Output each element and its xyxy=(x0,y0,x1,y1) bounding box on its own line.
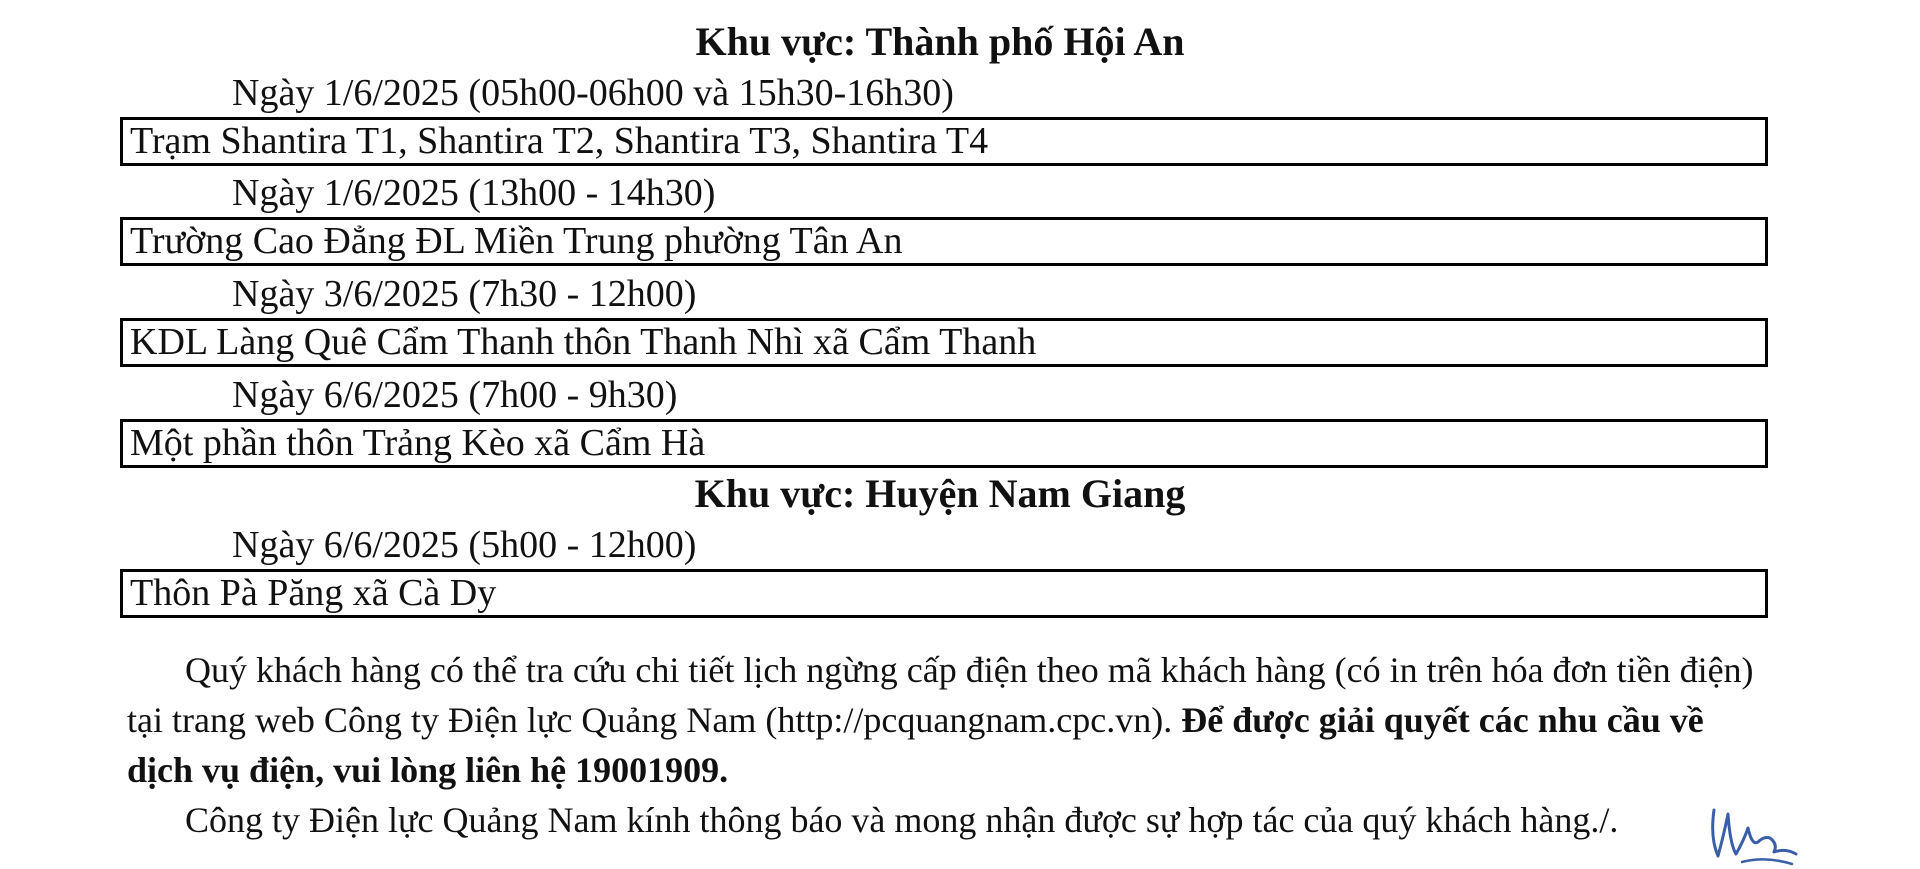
schedule-location: Trường Cao Đẳng ĐL Miền Trung phường Tân An xyxy=(120,217,1768,266)
schedule-date: Ngày 1/6/2025 (05h00-06h00 và 15h30-16h30) xyxy=(232,72,954,114)
signature-mark xyxy=(1700,790,1810,869)
section-heading-nam-giang: Khu vực: Huyện Nam Giang xyxy=(694,471,1186,516)
notice-text: Quý khách hàng có thể tra cứu chi tiết lịch ngừng cấp điện theo mã khách hàng (có in trên hóa đơn tiền điện) tại trang web Công ty Điện lực Quảng Nam (http://pcquangnam.cpc.vn). xyxy=(127,650,1754,740)
schedule-date: Ngày 6/6/2025 (5h00 - 12h00) xyxy=(232,524,697,566)
schedule-location: KDL Làng Quê Cẩm Thanh thôn Thanh Nhì xã Cẩm Thanh xyxy=(120,318,1768,367)
schedule-date: Ngày 6/6/2025 (7h00 - 9h30) xyxy=(232,374,678,416)
notice-contact-text: Để được giải quyết các nhu cầu về dịch vụ điện, vui lòng liên hệ 19001909. xyxy=(127,700,1704,790)
closing-paragraph: Công ty Điện lực Quảng Nam kính thông báo và mong nhận được sự hợp tác của quý khách hàng./. xyxy=(185,800,1619,840)
schedule-location: Trạm Shantira T1, Shantira T2, Shantira T3, Shantira T4 xyxy=(120,117,1768,166)
schedule-location: Thôn Pà Păng xã Cà Dy xyxy=(120,569,1768,618)
schedule-date: Ngày 3/6/2025 (7h30 - 12h00) xyxy=(232,273,697,315)
schedule-location: Một phần thôn Trảng Kèo xã Cẩm Hà xyxy=(120,419,1768,468)
notice-paragraph xyxy=(127,645,1757,795)
section-heading-hoi-an: Khu vực: Thành phố Hội An xyxy=(695,19,1185,64)
schedule-date: Ngày 1/6/2025 (13h00 - 14h30) xyxy=(232,172,716,214)
